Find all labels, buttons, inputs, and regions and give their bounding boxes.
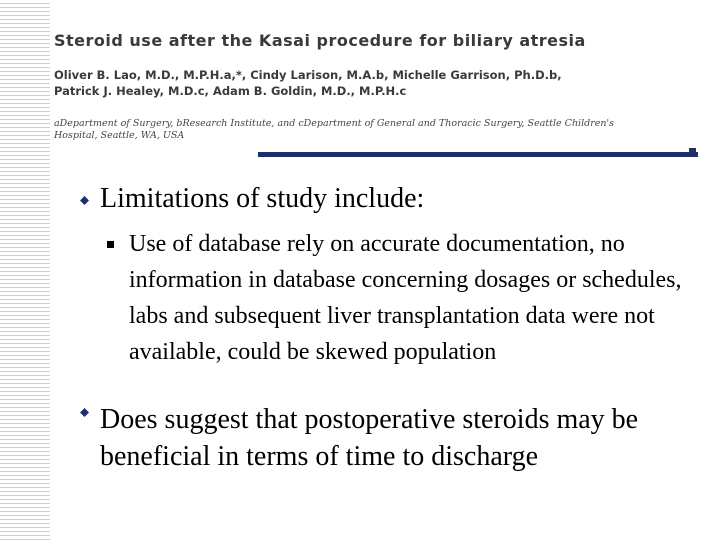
bullet-limitations: Limitations of study include: — [100, 183, 425, 214]
authors-line-1: Oliver B. Lao, M.D., M.P.H.a,*, Cindy Larison, M.A.b, Michelle Garrison, Ph.D.b, — [54, 68, 562, 82]
paper-affiliations — [54, 118, 614, 142]
diamond-bullet-icon — [80, 196, 89, 205]
affiliation-line-1: aDepartment of Surgery, bResearch Institute, and cDepartment of General and Thoracic Surgery, Seattle Children's — [54, 118, 614, 129]
diamond-bullet-icon — [80, 408, 89, 417]
divider-rule — [258, 152, 698, 157]
square-bullet-icon — [107, 241, 114, 248]
paper-authors — [54, 67, 562, 99]
bullet-conclusion: Does suggest that postoperative steroids may be beneficial in terms of time to discharge — [100, 404, 639, 472]
paper-title: Steroid use after the Kasai procedure for biliary atresia — [54, 31, 586, 50]
affiliation-line-2: Hospital, Seattle, WA, USA — [54, 130, 185, 141]
paper-header-image — [50, 0, 700, 145]
authors-line-2: Patrick J. Healey, M.D.c, Adam B. Goldin, M.D., M.P.H.c — [54, 84, 407, 98]
sub-bullet-limitations-detail: Use of database rely on accurate documentation, no information in database concerning dosages or schedules, labs and subsequent liver transplantation data were not available, could be skewed population — [129, 231, 682, 365]
left-stripe-decoration — [0, 0, 50, 540]
divider-rule-end — [689, 148, 696, 155]
